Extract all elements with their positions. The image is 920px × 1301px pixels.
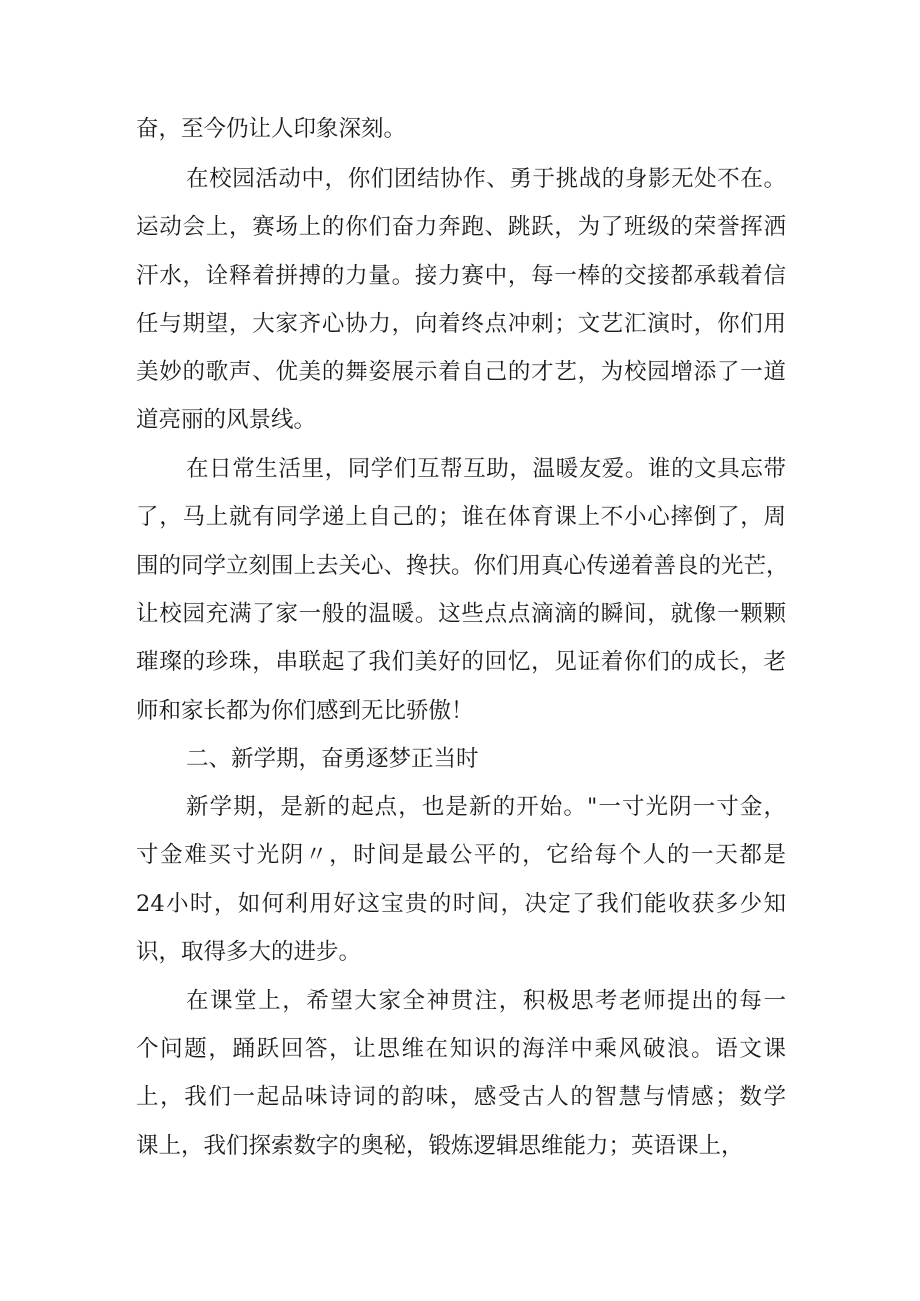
text-line: 识，取得多大的进步。 [136,939,362,965]
paragraph-start-line: 在课堂上，希望大家全神贯注，积极思考老师提出的每一 [186,988,786,1014]
text-line: 奋，至今仍让人印象深刻。 [136,116,407,142]
text-line: 任与期望，大家齐心协力，向着终点冲刺；文艺汇演时，你们用 [136,311,786,337]
section-heading: 二、新学期，奋勇逐梦正当时 [186,746,479,772]
paragraph-start-line: 新学期，是新的起点，也是新的开始。"一寸光阴一寸金， [186,794,786,820]
text-line: 课上，我们探索数字的奥秘，锻炼逻辑思维能力；英语课上， [136,1133,744,1159]
text-line: 师和家长都为你们感到无比骄傲！ [136,698,474,724]
text-line: 让校园充满了家一般的温暖。这些点点滴滴的瞬间，就像一颗颗 [136,601,786,627]
text-line: 道亮丽的风景线。 [136,407,317,433]
paragraph-start-line: 在校园活动中，你们团结协作、勇于挑战的身影无处不在。 [186,166,786,192]
text-line: 寸金难买寸光阴〃，时间是最公平的，它给每个人的一天都是 [136,842,786,868]
text-line: 了，马上就有同学递上自己的；谁在体育课上不小心摔倒了，周 [136,504,786,530]
text-line: 运动会上，赛场上的你们奋力奔跑、跳跃，为了班级的荣誉挥洒 [136,214,786,240]
text-line: 上，我们一起品味诗词的韵味，感受古人的智慧与情感；数学 [136,1084,786,1110]
text-line: 个问题，踊跃回答，让思维在知识的海洋中乘风破浪。语文课 [136,1036,786,1062]
paragraph-start-line: 在日常生活里，同学们互帮互助，温暖友爱。谁的文具忘带 [186,456,786,482]
text-line: 围的同学立刻围上去关心、搀扶。你们用真心传递着善良的光芒， [136,553,789,579]
text-line: 美妙的歌声、优美的舞姿展示着自己的才艺，为校园增添了一道 [136,359,786,385]
text-line: 汗水，诠释着拼搏的力量。接力赛中，每一棒的交接都承载着信 [136,263,786,289]
text-line: 璀璨的珍珠，串联起了我们美好的回忆，见证着你们的成长，老 [136,649,786,675]
text-line: 24小时，如何利用好这宝贵的时间，决定了我们能收获多少知 [136,891,786,917]
